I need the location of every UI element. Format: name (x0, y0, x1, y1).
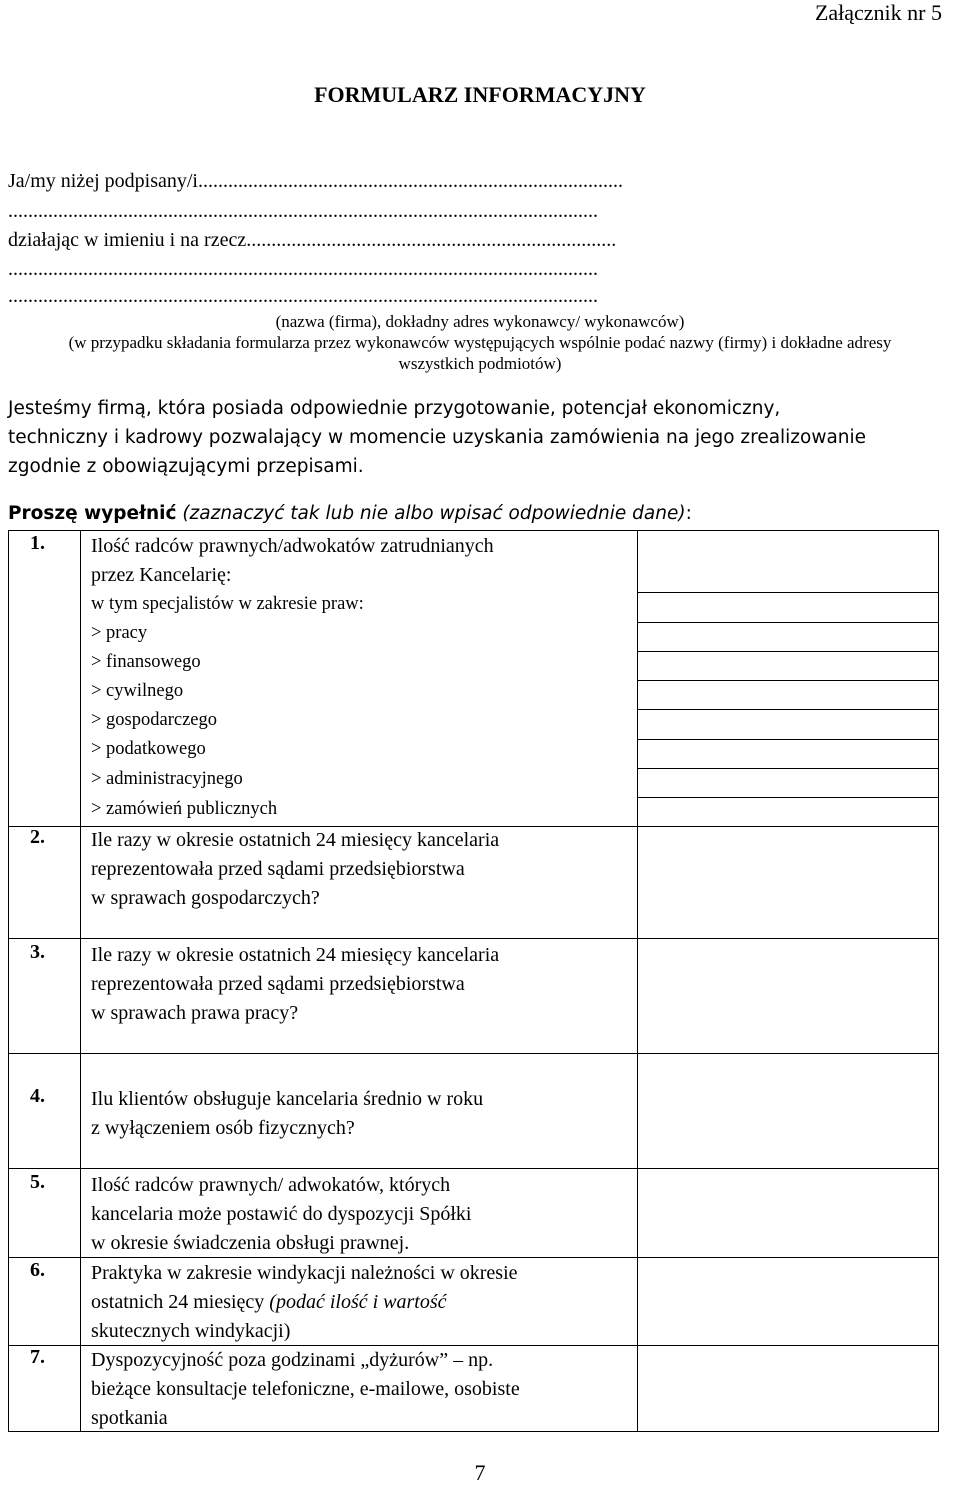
item-2-question-cont: reprezentowała przed sądami przedsiębiorstwa (91, 858, 465, 880)
item-5-question-cont-2: w okresie świadczenia obsługi prawnej. (91, 1232, 410, 1254)
statement-line-3: zgodnie z obowiązującymi przepisami. (8, 456, 364, 477)
item-1-question-cont: przez Kancelarię: (91, 564, 232, 586)
item-3-question: Ile razy w okresie ostatnich 24 miesięcy kancelaria (91, 944, 500, 966)
item-1-labour: > pracy (91, 623, 148, 643)
item-7-question-cont: bieżące konsultacje telefoniczne, e-mailowe, osobiste (91, 1378, 520, 1400)
item-1-tax: > podatkowego (91, 739, 206, 759)
contractor-note: (nazwa (firma), dokładny adres wykonawcy/ wykonawców) (275, 312, 685, 331)
item-2-question: Ile razy w okresie ostatnich 24 miesięcy kancelaria (91, 829, 500, 851)
answer-line (637, 709, 939, 710)
item-3-question-cont-2: w sprawach prawa pracy? (91, 1002, 299, 1024)
item-1-civil: > cywilnego (91, 681, 184, 701)
item-7-question: Dyspozycyjność poza godzinami „dyżurów” – np. (91, 1349, 494, 1371)
item-6-question-cont-text: ostatnich 24 miesięcy (91, 1291, 270, 1313)
table-border-left (8, 530, 9, 1432)
item-5-question-cont: kancelaria może postawić do dyspozycji Spółki (91, 1203, 472, 1225)
fill-instruction-colon: : (685, 503, 692, 524)
answer-line (637, 592, 939, 593)
joint-bid-note: (w przypadku składania formularza przez wykonawców występujących wspólnie podać nazwy (firmy) i dokładne adresy (68, 333, 892, 352)
item-1-commercial: > gospodarczego (91, 710, 218, 730)
item-4-question: Ilu klientów obsługuje kancelaria średnio w roku (91, 1088, 484, 1110)
annex-label: Załącznik nr 5 (814, 0, 942, 25)
statement-line-1: Jesteśmy firmą, która posiada odpowiednie przygotowanie, potencjał ekonomiczny, (8, 398, 781, 419)
row-separator (8, 1168, 939, 1169)
answer-line (637, 680, 939, 681)
on-behalf-line: działając w imieniu i na rzecz.......................................................................... (8, 229, 617, 251)
fill-instruction-bold: Proszę wypełnić (8, 503, 177, 524)
on-behalf-line-cont-2: ...................................................................................................................... (8, 285, 598, 307)
item-5-question: Ilość radców prawnych/ adwokatów, których (91, 1174, 451, 1196)
item-6-question: Praktyka w zakresie windykacji należności w okresie (91, 1262, 518, 1284)
item-6-question-cont (91, 1288, 447, 1317)
table-border-top (8, 530, 939, 531)
joint-bid-note-cont: wszystkich podmiotów) (398, 354, 562, 373)
row-separator (8, 1053, 939, 1054)
item-1-question: Ilość radców prawnych/adwokatów zatrudnianych (91, 535, 494, 557)
answer-line (637, 622, 939, 623)
item-number: 5. (30, 1171, 45, 1193)
page-number: 7 (474, 1460, 486, 1485)
fill-instruction (8, 503, 692, 524)
answer-line (637, 739, 939, 740)
answer-line (637, 768, 939, 769)
answer-line (637, 797, 939, 798)
item-2-question-cont-2: w sprawach gospodarczych? (91, 887, 320, 909)
item-7-question-cont-2: spotkania (91, 1407, 168, 1429)
item-6-question-cont-2: skutecznych windykacji) (91, 1320, 291, 1342)
item-1-financial: > finansowego (91, 652, 201, 672)
item-3-question-cont: reprezentowała przed sądami przedsiębiorstwa (91, 973, 465, 995)
table-divider-number (80, 530, 81, 1432)
statement-line-2: techniczny i kadrowy pozwalający w momencie uzyskania zamówienia na jego zrealizowanie (8, 427, 867, 448)
item-6-question-italic: (podać ilość i wartość (269, 1291, 447, 1313)
table-border-right (938, 530, 939, 1432)
answer-line (637, 651, 939, 652)
fill-instruction-italic: (zaznaczyć tak lub nie albo wpisać odpowiednie dane) (182, 503, 686, 524)
item-1-procurement: > zamówień publicznych (91, 799, 278, 819)
document-title: FORMULARZ INFORMACYJNY (314, 82, 646, 107)
on-behalf-line-cont: ...................................................................................................................... (8, 258, 598, 280)
item-4-question-cont: z wyłączeniem osób fizycznych? (91, 1117, 355, 1139)
item-number: 7. (30, 1346, 45, 1368)
signatory-line: Ja/my niżej podpisany/i..................................................................................... (8, 170, 623, 192)
item-number: 3. (30, 941, 45, 963)
item-1-specialists: w tym specjalistów w zakresie praw: (91, 594, 364, 614)
signatory-line-cont: ...................................................................................................................... (8, 200, 598, 222)
item-number: 2. (30, 826, 45, 848)
table-divider-answer (637, 530, 638, 1432)
item-1-administrative: > administracyjnego (91, 769, 243, 789)
item-number: 1. (30, 532, 45, 554)
row-separator (8, 938, 939, 939)
item-number: 4. (30, 1085, 45, 1107)
item-number: 6. (30, 1259, 45, 1281)
